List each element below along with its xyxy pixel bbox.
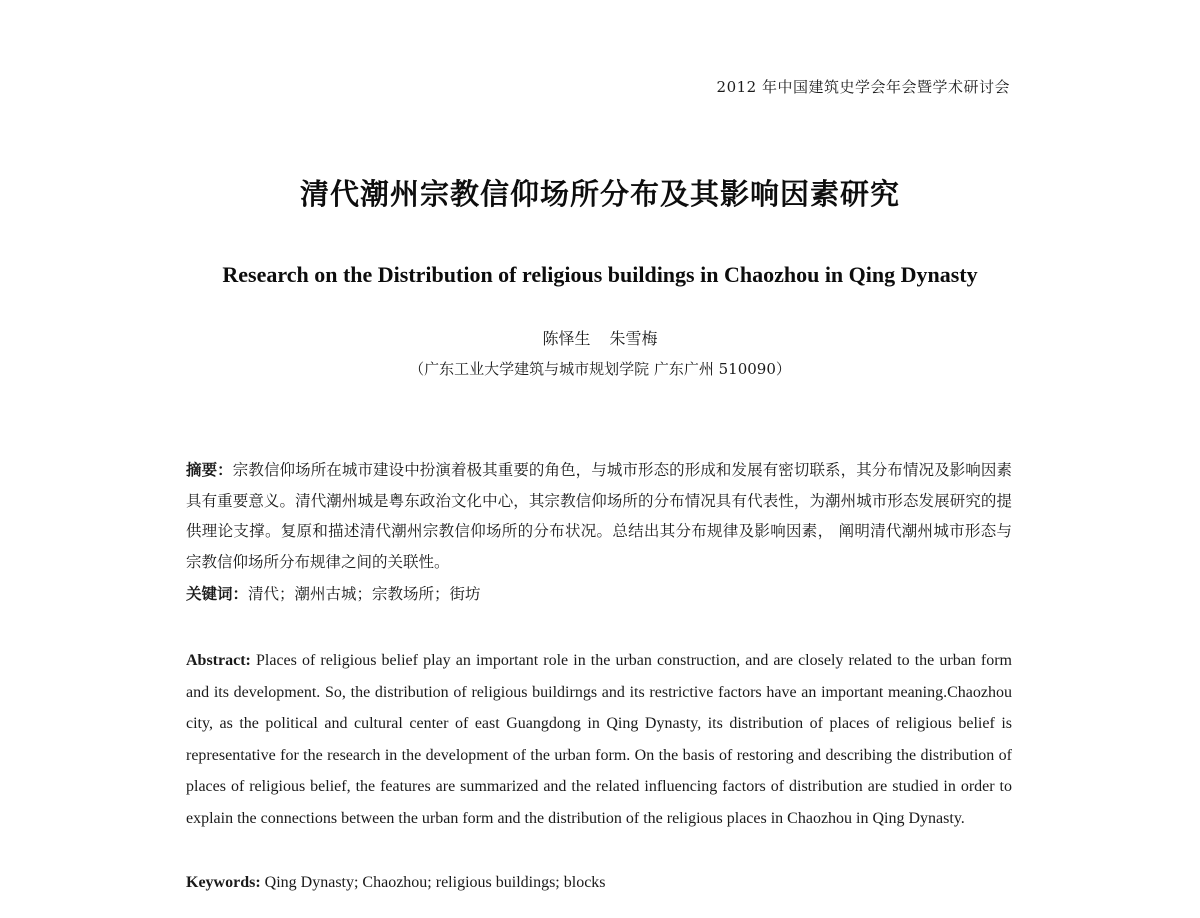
keywords-english — [186, 868, 1012, 898]
affiliation: （广东工业大学建筑与城市规划学院 广东广州 510090） — [409, 360, 791, 378]
keywords-chinese-label: 关键词： — [186, 585, 249, 603]
keywords-chinese — [186, 579, 1012, 609]
keywords-english-label: Keywords: — [186, 874, 261, 891]
abstract-english-text: Places of religious belief play an important role in the urban construction, and are closely related to the urban form and its development. So, the distribution of religious buildirngs and its restrictive factors have an important meaning.Chaozhou city, as the political and cultural center of east Guangdong in Qing Dynasty, its distribution of places of religious belief is representative for the research in the development of the urban form. On the basis of restoring and describing the distribution of places of religious belief, the features are summarized and the related influencing factors of distribution are studied in order to explain the connections between the urban form and the distribution of the religious places in Chaozhou in Qing Dynasty. — [186, 652, 1013, 827]
paper-title-chinese: 清代潮州宗教信仰场所分布及其影响因素研究 — [299, 177, 900, 211]
keywords-english-text: Qing Dynasty; Chaozhou; religious buildings; blocks — [264, 874, 606, 891]
abstract-chinese-label: 摘要： — [186, 461, 233, 479]
abstract-chinese — [186, 455, 1012, 577]
abstract-chinese-text: 宗教信仰场所在城市建设中扮演着极其重要的角色，与城市形态的形成和发展有密切联系，其分布情况及影响因素具有重要意义。清代潮州城是粤东政治文化中心，其宗教信仰场所的分布情况具有代表性，为潮州城市形态发展研究的提供理论支撑。复原和描述清代潮州宗教信仰场所的分布状况。总结出其分布规律及影响因素， 阐明清代潮州城市形态与宗教信仰场所分布规律之间的关联性。 — [186, 461, 1012, 571]
abstract-english-label: Abstract: — [186, 652, 251, 669]
authors: 陈怿生 朱雪梅 — [542, 329, 658, 348]
conference-header: 2012 年中国建筑史学会年会暨学术研讨会 — [716, 78, 1010, 96]
abstract-english — [186, 645, 1012, 834]
paper-title-english: Research on the Distribution of religious buildings in Chaozhou in Qing Dynasty — [222, 262, 978, 287]
keywords-chinese-text: 清代；潮州古城；宗教场所；街坊 — [248, 585, 481, 603]
